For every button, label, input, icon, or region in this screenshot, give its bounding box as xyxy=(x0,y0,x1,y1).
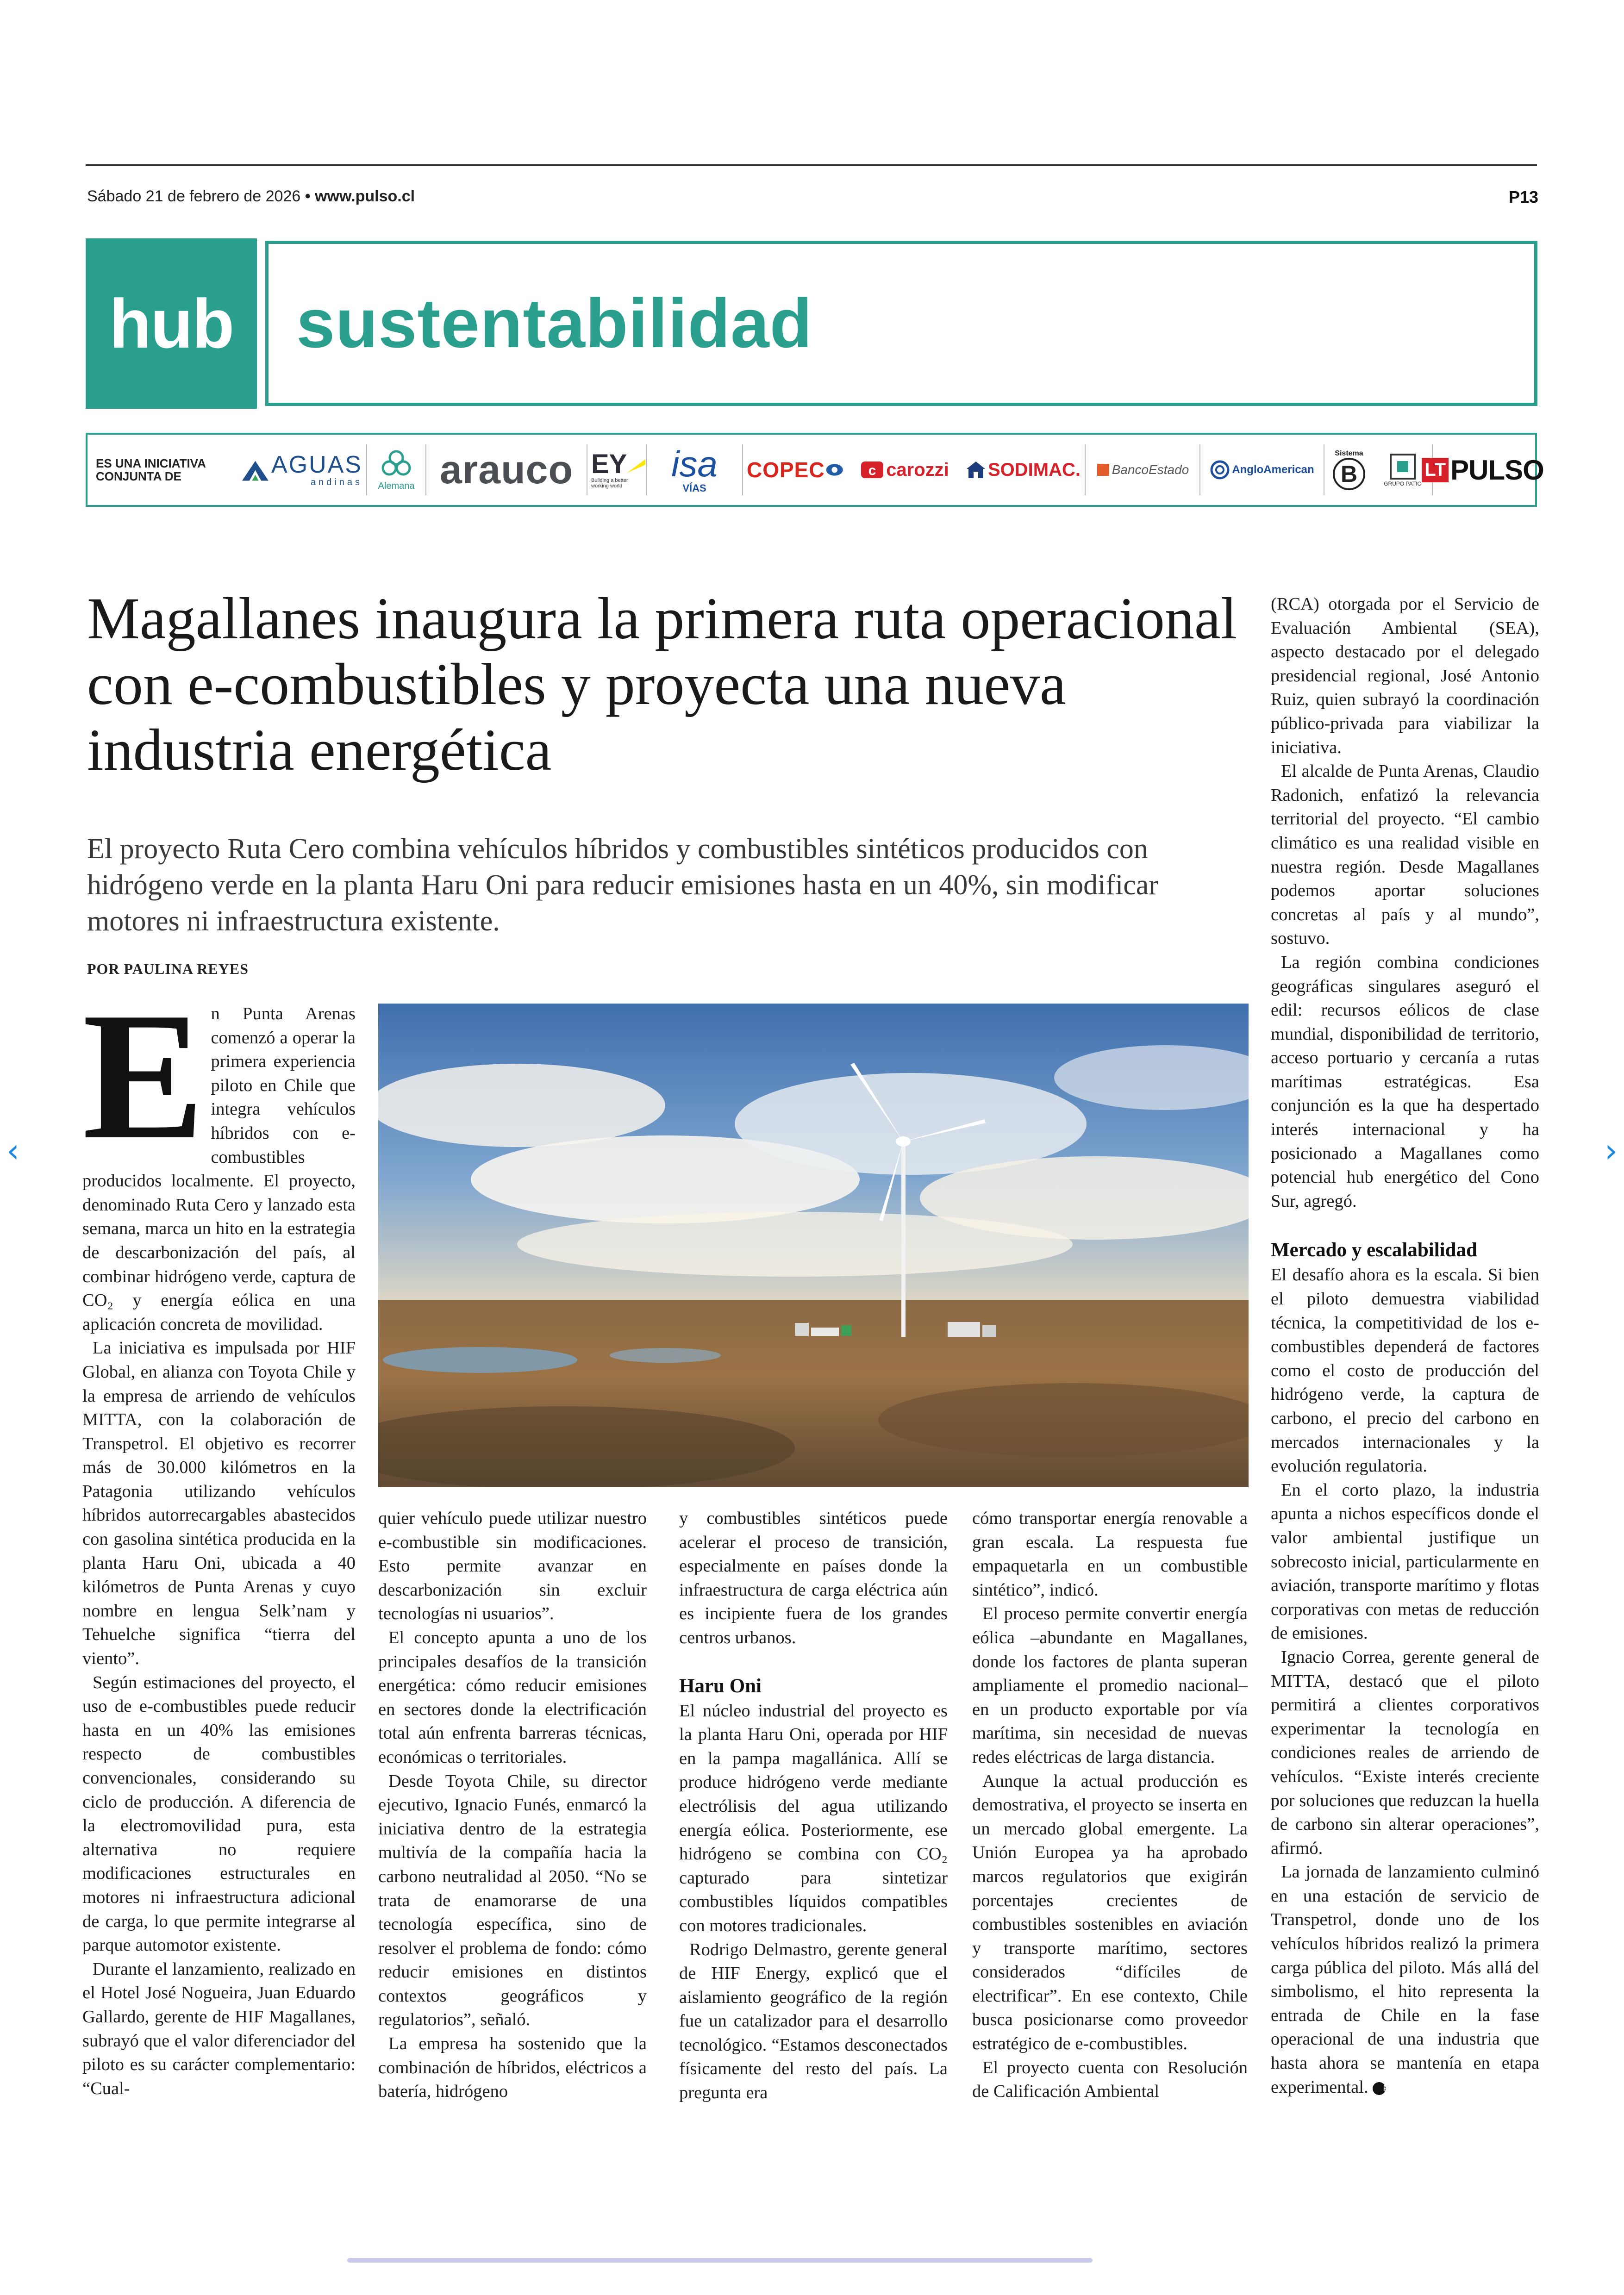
paragraph: Desde Toyota Chile, su director ejecutivo, Ignacio Funés, enmarcó la iniciativa dentro de la estrategia multivía de la compañía hacia la carbono neutralidad al 2050. “No se trata de enamorarse de una tecnología específica, sino de resolver el problema de fondo: cómo reducir emisiones en distintos contextos geográficos y regulatorios”, señaló. xyxy=(378,1771,647,2030)
paragraph: Rodrigo Delmastro, gerente general de HIF Energy, explicó que el aislamiento geográfico de la región fue un catalizador para el desarrollo tecnológico. “Estamos desconectados físicamente del resto del país. La pregunta era xyxy=(679,1940,948,2103)
top-rule xyxy=(86,164,1537,166)
date: Sábado 21 de febrero de 2026 xyxy=(87,187,301,205)
ey-beam-icon xyxy=(627,459,645,478)
svg-text:c: c xyxy=(868,463,876,478)
paragraph: y combustibles sintéticos puede acelerar el proceso de transición, especialmente en países donde la infraestructura de carga eléctrica aún es incipiente fuera de los grandes centros urbanos. xyxy=(679,1509,948,1647)
sponsor-copec xyxy=(743,442,848,498)
sponsor-sistema-b xyxy=(1324,442,1374,498)
hub-logo: hub xyxy=(86,238,257,409)
sponsor-carozzi-name: carozzi xyxy=(886,459,949,480)
wind-turbine-photo xyxy=(378,1004,1249,1487)
paragraph: quier vehículo puede utilizar nuestro e-combustible sin modificaciones. Esto permite avanzar en descarbonización sin excluir tecnologías ni usuarios”. xyxy=(378,1509,647,1624)
horizontal-scrollbar[interactable] xyxy=(347,2258,1093,2263)
paragraph: Aunque la actual producción es demostrativa, el proyecto se inserta en un mercado global emergente. La Unión Europea ya ha aprobado marcos regulatorios que exigirán porcentajes crecientes de combustibles sostenibles en aviación y transporte marítimo, sectores considerados “difíciles de electrificar”. En ese contexto, Chile busca posicionarse como proveedor estratégico de e-combustibles. xyxy=(972,1771,1248,2054)
sponsor-intro: ES UNA INICIATIVA CONJUNTA DE xyxy=(96,456,206,483)
sponsor-alemana-name: Alemana xyxy=(378,480,415,491)
sponsor-aguas-sub: andinas xyxy=(310,477,362,487)
sponsor-anglo-name: AngloAmerican xyxy=(1232,463,1314,476)
sponsor-arauco-name: arauco xyxy=(439,447,574,492)
paragraph: El proceso permite convertir energía eólica –abundante en Magallanes, donde los factores de planta superan ampliamente el promedio nacional– en un producto exportable por vía marítima, sin necesidad de nuevas redes eléctricas de larga distancia. xyxy=(972,1604,1248,1767)
bancoestado-icon xyxy=(1096,463,1110,477)
article-deck: El proyecto Ruta Cero combina vehículos híbridos y combustibles sintéticos producidos con hidrógeno verde en la planta Haru Oni para reducir emisiones hasta en un 40%, sin modificar motores ni infraestructura existente. xyxy=(87,833,1158,937)
paragraph: La iniciativa es impulsada por HIF Global, en alianza con Toyota Chile y la empresa de arriendo de vehículos MITTA, con la colaboración de Transpetrol. El objetivo es recorrer más de 30.000 kilómetros en la Patagonia utilizando vehículos híbridos autorrecargables abastecidos con gasolina sintética producida en la planta Haru Oni, ubicada a 40 kilómetros de Punta Arenas y cuyo nombre en lengua Selk’nam y Tehuelche significa “tierra del viento”. xyxy=(82,1338,356,1669)
carozzi-icon xyxy=(860,460,884,480)
next-page-arrow[interactable]: › xyxy=(1605,1132,1618,1170)
sponsor-lt-pulso xyxy=(1424,442,1544,498)
house-icon xyxy=(966,461,986,479)
paragraph: La empresa ha sostenido que la combinación de híbridos, eléctricos a batería, hidrógeno xyxy=(378,2034,647,2102)
drop-cap: E xyxy=(82,975,205,1177)
sponsor-clinica-alemana xyxy=(367,442,425,498)
article-photo xyxy=(378,1004,1249,1487)
sponsor-aguas-andinas xyxy=(238,442,366,498)
sponsor-lt-mark: LT xyxy=(1422,458,1449,482)
paragraph: n Punta Arenas comenzó a operar la primera experiencia piloto en Chile que integra vehículos híbridos con e-combustibles producidos localmente. El proyecto, denominado Ruta Cero y lanzado esta semana, marca un hito en la estrategia de descarbonización del país, al combinar hidrógeno verde, captura de CO₂ y energía eólica en una aplicación concreta de movilidad. xyxy=(82,1004,356,1334)
article-column-1 xyxy=(82,975,356,2101)
article-headline: Magallanes inaugura la primera ruta operacional con e-combustibles y proyecta una nueva industria energética xyxy=(87,586,1237,783)
sponsor-sodimac xyxy=(962,442,1085,498)
sponsor-bancoestado xyxy=(1086,442,1199,498)
paragraph: El concepto apunta a uno de los principales desafíos de la transición energética: cómo reducir emisiones en sectores donde la electrificación total aún enfrenta barreras técnicas, económicas o territoriales. xyxy=(378,1628,647,1767)
sponsor-bancoestado-name: BancoEstado xyxy=(1112,462,1189,477)
sponsor-copec-name: COPEC xyxy=(747,458,825,482)
paragraph: cómo transportar energía renovable a gran escala. La respuesta fue empaquetarla en un combustible sintético”, indicó. xyxy=(972,1509,1248,1600)
paragraph: Ignacio Correa, gerente general de MITTA, destacó que el piloto permitirá a clientes corporativos experimentar la tecnología en condiciones reales de arriendo de vehículos. “Existe interés creciente por soluciones que reduzcan la huella de carbono sin alterar operaciones”, afirmó. xyxy=(1271,1647,1539,1858)
sponsor-pulso-name: PULSO xyxy=(1450,454,1544,486)
section-title: sustentabilidad xyxy=(296,284,813,362)
sponsor-strip xyxy=(86,433,1544,507)
sponsor-ey-sub: Building a better working world xyxy=(591,478,628,489)
paragraph: El alcalde de Punta Arenas, Claudio Radonich, enfatizó la relevancia territorial del proyecto. “El cambio climático es una realidad visible en nuestra región. Desde Magallanes podemos aportar soluciones concretas al país y al mundo”, sostuvo. xyxy=(1271,761,1539,948)
sponsor-aguas-name: AGUAS xyxy=(271,451,362,478)
subheading-mercado: Mercado y escalabilidad xyxy=(1271,1239,1477,1261)
sponsor-sistemab-mark: B xyxy=(1333,458,1365,490)
paragraph: Según estimaciones del proyecto, el uso de e-combustibles puede reducir hasta en un 40% las emisiones respecto de combustibles convencionales, considerando su ciclo de producción. A diferencia de la electromovilidad pura, esta alternativa no requiere modificaciones estructurales en motores ni infraestructura adicional de carga, lo que permite integrarse al parque automotor existente. xyxy=(82,1672,356,1955)
sponsor-sistemab-top: Sistema xyxy=(1335,449,1363,457)
article-column-5 xyxy=(1271,592,1539,2099)
article-column-2 xyxy=(378,1507,647,2104)
dateline: Sábado 21 de febrero de 2026 • www.pulso.cl xyxy=(87,187,415,205)
sponsor-isa-name: isa xyxy=(671,443,718,484)
paragraph xyxy=(1271,1860,1539,2099)
sponsor-sodimac-name: SODIMAC. xyxy=(988,459,1081,480)
previous-page-arrow[interactable]: ‹ xyxy=(6,1132,19,1170)
copec-emblem-icon xyxy=(825,461,844,479)
sponsor-arauco xyxy=(426,442,587,498)
paragraph: El proyecto cuenta con Resolución de Calificación Ambiental xyxy=(972,2058,1248,2102)
sponsor-ey xyxy=(587,442,646,498)
paragraph: (RCA) otorgada por el Servicio de Evaluación Ambiental (SEA), aspecto destacado por el delegado presidencial regional, José Antonio Ruiz, quien subrayó la coordinación público-privada para viabilizar la iniciativa. xyxy=(1271,594,1539,757)
paragraph: El desafío ahora es la escala. Si bien el piloto demuestra viabilidad técnica, la competitividad de los e-combustibles dependerá de factores como el costo de producción del hidrógeno verde, la captura de carbono, el precio del carbono en mercados internacionales y la evolución regulatoria. xyxy=(1271,1265,1539,1476)
subheading-haru-oni: Haru Oni xyxy=(679,1675,762,1697)
paragraph: El núcleo industrial del proyecto es la planta Haru Oni, operada por HIF en la pampa magallánica. Allí se produce hidrógeno verde mediante electrólisis del agua utilizando energía eólica. Posteriormente, ese hidrógeno se combina con CO₂ capturado para sintetizar combustibles líquidos compatibles con motores tradicionales. xyxy=(679,1701,948,1935)
sponsor-patio-name: GRUPO PATIO xyxy=(1384,480,1422,487)
mountain-icon xyxy=(242,454,269,486)
site-url[interactable]: www.pulso.cl xyxy=(315,187,415,205)
flower-icon xyxy=(380,449,412,481)
paragraph: La región combina condiciones geográficas singulares aseguró el edil: recursos eólicos de clase mundial, disponibilidad de territorio, acceso portuario y cercanía a rutas marítimas estratégicas. Esa conjunción es la que ha despertado interés internacional y ha posicionado a Magallanes como potencial hub energético del Cono Sur, agregó. xyxy=(1271,952,1539,1211)
page-number: P13 xyxy=(1508,187,1538,206)
section-box xyxy=(265,241,1537,406)
paragraph: En el corto plazo, la industria apunta a nichos específicos donde el valor ambiental justifique un sobrecosto inicial, particularmente en aviación, transporte marítimo y flotas corporativas con metas de reducción de emisiones. xyxy=(1271,1480,1539,1643)
paragraph-text: La jornada de lanzamiento culminó en una estación de servicio de Transpetrol, donde uno de los vehículos híbridos realizó la primera carga pública del piloto. Más allá del simbolismo, el hito representa la entrada de Chile en la fase operacional de una industria que hasta ahora se mantenía en etapa experimental. xyxy=(1271,1862,1539,2097)
article-column-4 xyxy=(972,1507,1248,2104)
sponsor-ey-name: EY xyxy=(591,449,627,479)
anglo-icon xyxy=(1210,460,1230,480)
article-column-3 xyxy=(679,1507,948,2105)
article-byline: POR PAULINA REYES xyxy=(87,960,249,977)
sponsor-carozzi xyxy=(848,442,962,498)
sponsor-anglo-american xyxy=(1200,442,1324,498)
paragraph: Durante el lanzamiento, realizado en el Hotel José Nogueira, Juan Eduardo Gallardo, gerente de HIF Magallanes, subrayó que el valor diferenciador del piloto es su carácter complementario: “Cual- xyxy=(82,1959,356,2098)
patio-icon xyxy=(1389,453,1417,480)
end-mark-icon: P xyxy=(1373,2082,1386,2095)
sponsor-isa-sub: VÍAS xyxy=(682,482,706,494)
sponsor-isa-vias xyxy=(647,442,742,498)
